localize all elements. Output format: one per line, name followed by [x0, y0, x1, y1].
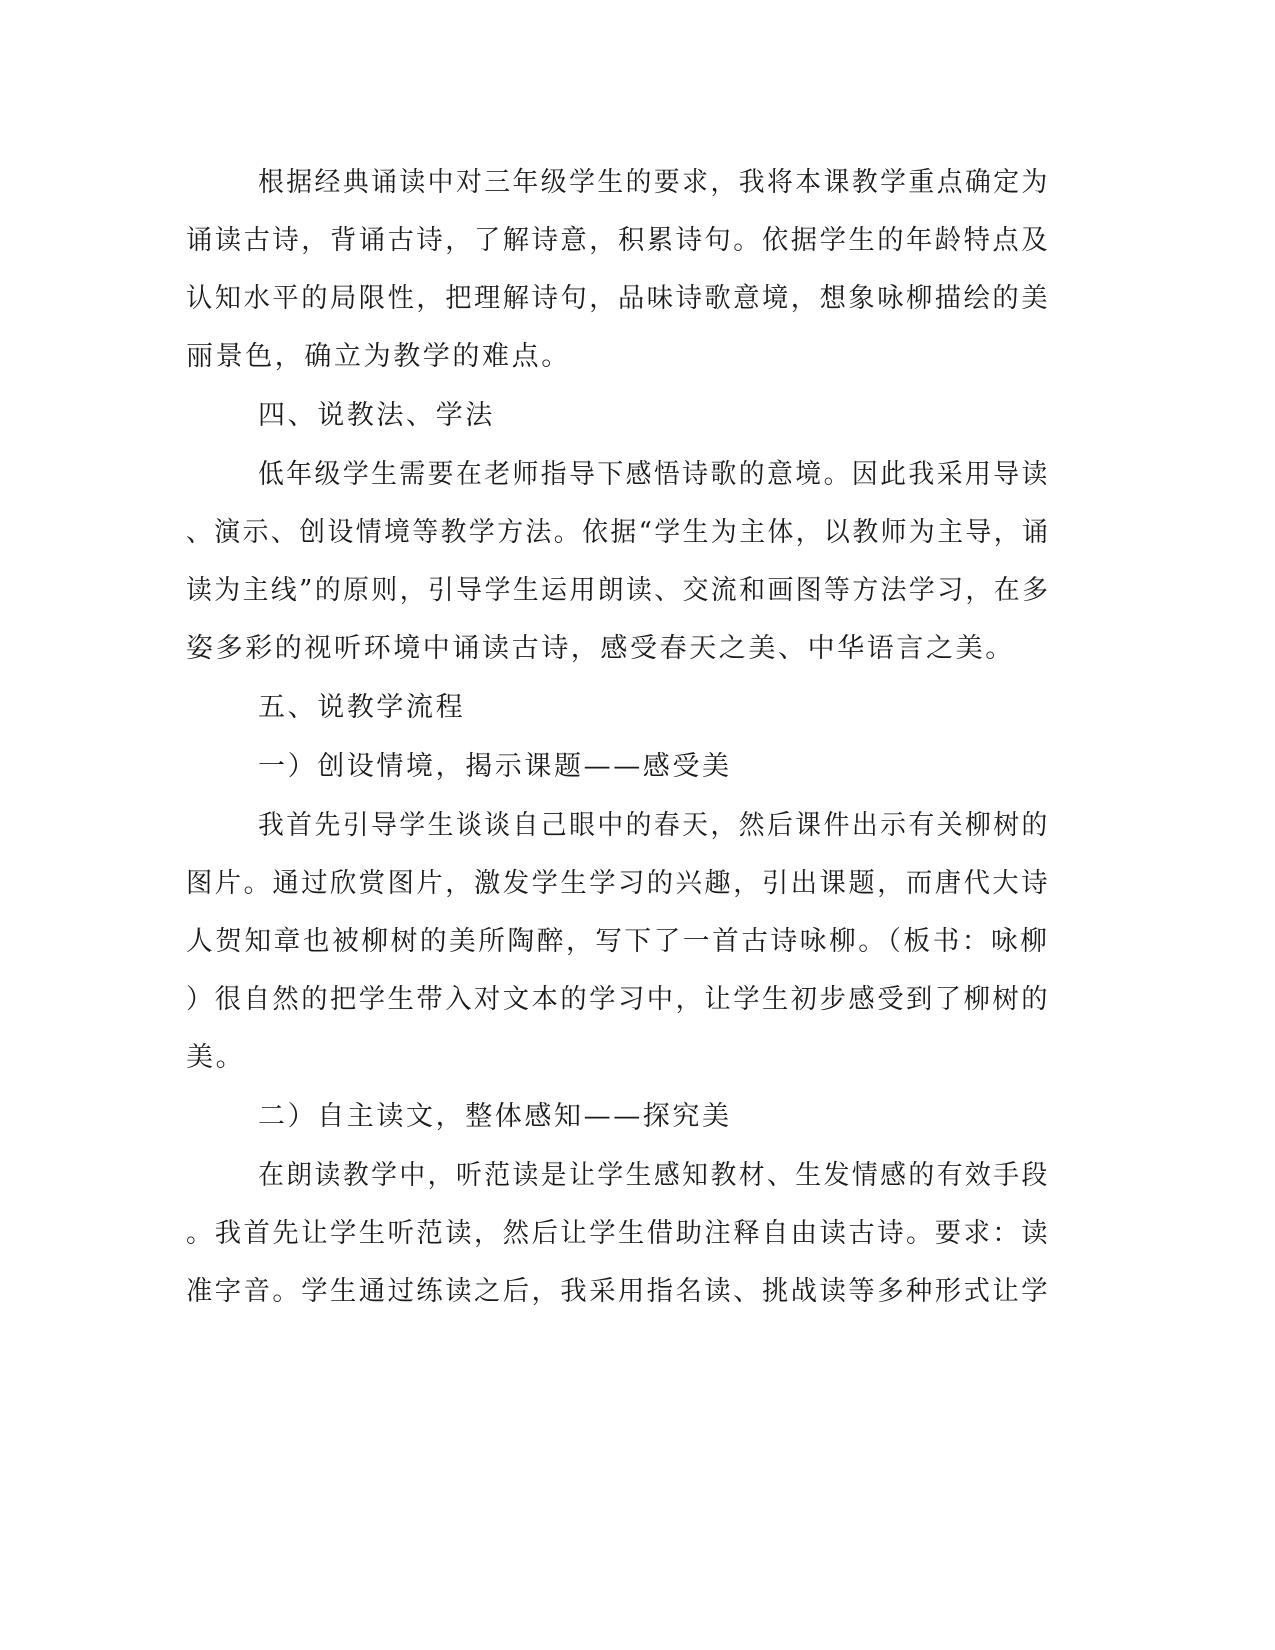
text-line: 姿多彩的视听环境中诵读古诗，感受春天之美、中华语言之美。	[186, 633, 1015, 664]
subsection-heading: 一）创设情境，揭示课题——感受美	[258, 751, 732, 782]
text-line: 美。	[186, 1042, 246, 1073]
text-line: 、演示、创设情境等教学方法。依据“学生为主体，以教师为主导，诵	[186, 517, 1051, 548]
text-line: ）很自然的把学生带入对文本的学习中，让学生初步感受到了柳树的	[186, 984, 1050, 1015]
text-line: 准字音。学生通过练读之后，我采用指名读、挑战读等多种形式让学	[186, 1276, 1050, 1307]
section-heading: 五、说教学流程	[258, 692, 466, 723]
text-line: 诵读古诗，背诵古诗，了解诗意，积累诗句。依据学生的年龄特点及	[186, 225, 1050, 256]
text-line: 。我首先让学生听范读，然后让学生借助注释自由读古诗。要求：读	[186, 1218, 1050, 1249]
text-line: 在朗读教学中，听范读是让学生感知教材、生发情感的有效手段	[258, 1160, 1050, 1191]
text-line: 读为主线”的原则，引导学生运用朗读、交流和画图等方法学习，在多	[186, 575, 1051, 606]
text-line: 图片。通过欣赏图片，激发学生学习的兴趣，引出课题，而唐代大诗	[186, 868, 1050, 899]
text-line: 人贺知章也被柳树的美所陶醉，写下了一首古诗咏柳。（板书：咏柳	[186, 926, 1050, 957]
section-heading: 四、说教法、学法	[258, 400, 495, 431]
text-line: 低年级学生需要在老师指导下感悟诗歌的意境。因此我采用导读	[258, 459, 1050, 490]
subsection-heading: 二）自主读文，整体感知——探究美	[258, 1101, 732, 1132]
text-line: 认知水平的局限性，把理解诗句，品味诗歌意境，想象咏柳描绘的美	[186, 283, 1050, 314]
text-line: 丽景色，确立为教学的难点。	[186, 341, 571, 372]
text-line: 根据经典诵读中对三年级学生的要求，我将本课教学重点确定为	[258, 167, 1050, 198]
text-line: 我首先引导学生谈谈自己眼中的春天，然后课件出示有关柳树的	[258, 810, 1050, 841]
